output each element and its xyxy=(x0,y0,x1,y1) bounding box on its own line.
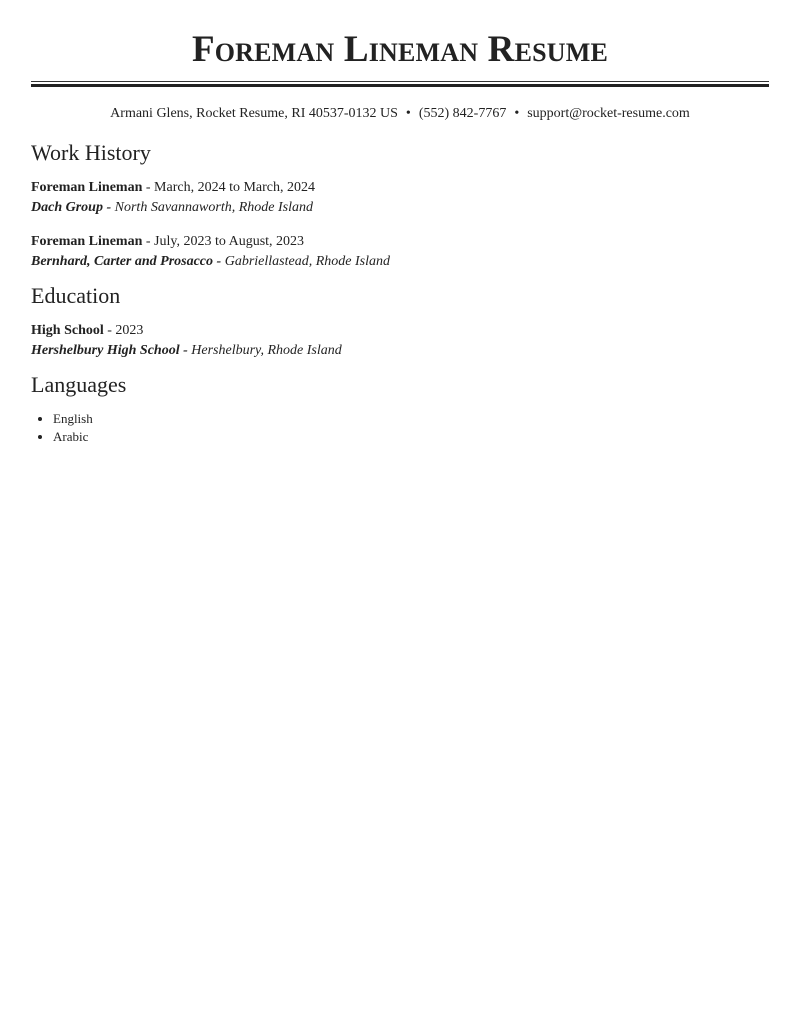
job-title: Foreman Lineman xyxy=(31,234,143,249)
contact-phone: (552) 842-7767 xyxy=(418,106,507,121)
language-item: • Arabic xyxy=(53,428,769,446)
dash: - xyxy=(102,200,115,215)
job-dates: July, 2023 to August, 2023 xyxy=(154,234,305,249)
title-divider xyxy=(31,81,769,87)
languages-list xyxy=(31,410,769,445)
languages-heading: Languages xyxy=(31,372,127,397)
resume-page xyxy=(31,0,769,445)
work-entry xyxy=(31,232,769,272)
graduation-year: 2023 xyxy=(115,323,144,338)
education-school-line xyxy=(31,341,769,361)
work-entry-company-line xyxy=(31,252,769,272)
contact-separator: • xyxy=(514,106,520,121)
education-degree-line xyxy=(31,321,769,341)
education-heading: Education xyxy=(31,283,121,308)
dash: - xyxy=(142,234,155,249)
work-entry-title-line xyxy=(31,178,769,198)
work-entry xyxy=(31,178,769,218)
dash: - xyxy=(142,180,155,195)
dash: - xyxy=(103,323,116,338)
education-entry xyxy=(31,321,769,361)
school-name: Hershelbury High School xyxy=(31,343,180,358)
dash: - xyxy=(179,343,192,358)
company-name: Bernhard, Carter and Prosacco xyxy=(31,254,214,269)
school-location: Hershelbury, Rhode Island xyxy=(191,343,342,358)
company-location: North Savannaworth, Rhode Island xyxy=(114,200,313,215)
contact-separator: • xyxy=(405,106,411,121)
job-title: Foreman Lineman xyxy=(31,180,143,195)
dash: - xyxy=(213,254,225,269)
contact-email: support@rocket-resume.com xyxy=(527,106,690,121)
work-entry-title-line xyxy=(31,232,769,252)
job-dates: March, 2024 to March, 2024 xyxy=(154,180,315,195)
resume-title: Foreman Lineman Resume xyxy=(191,29,609,70)
company-location: Gabriellastead, Rhode Island xyxy=(224,254,390,269)
degree: High School xyxy=(31,323,104,338)
contact-line xyxy=(31,104,769,124)
work-entry-company-line xyxy=(31,198,769,218)
language-item: • English xyxy=(53,410,769,428)
company-name: Dach Group xyxy=(31,200,103,215)
work-history-heading: Work History xyxy=(31,140,151,165)
contact-address: Armani Glens, Rocket Resume, RI 40537-0132 US xyxy=(110,106,398,121)
